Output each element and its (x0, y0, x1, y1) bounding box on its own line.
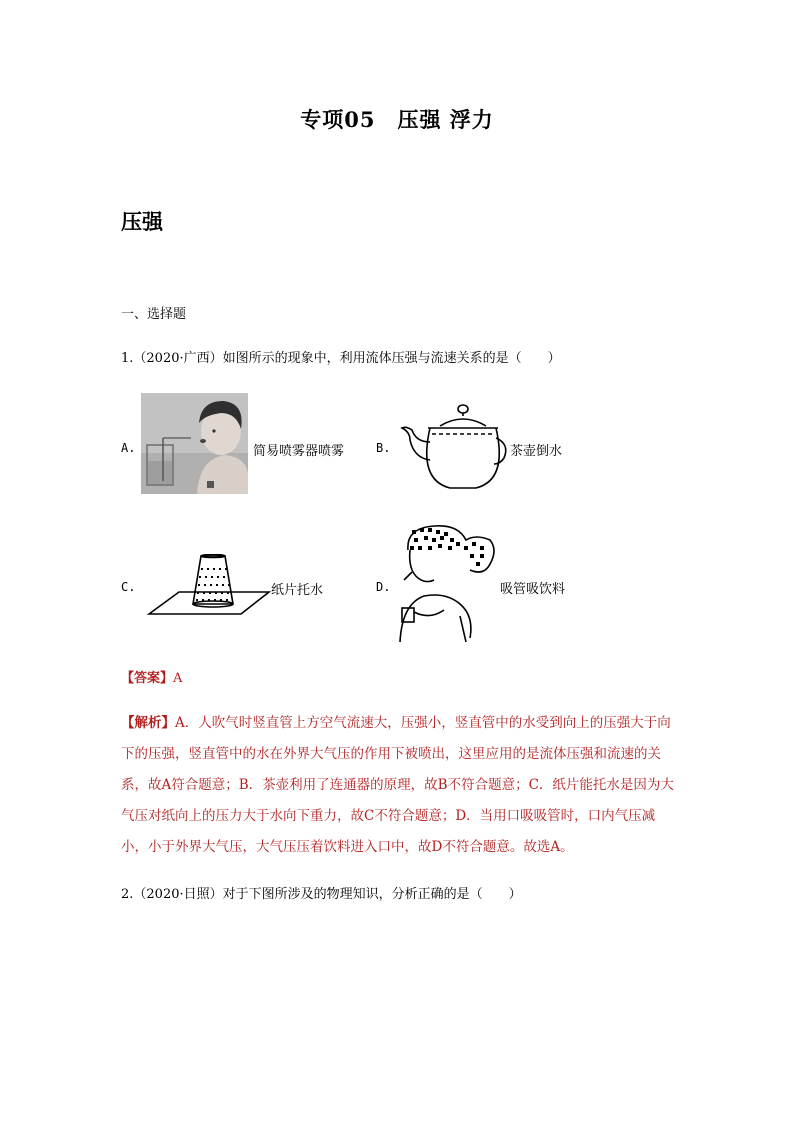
answer-value: A (173, 671, 183, 686)
question-2-stem: 2.（2020·日照）对于下图所涉及的物理知识，分析正确的是（ ） (121, 887, 522, 902)
sprayer-photo (141, 393, 248, 494)
option-c-caption: 纸片托水 (271, 583, 324, 598)
page-title: 专项05 压强 浮力 (300, 107, 494, 132)
answer-label: 【答案】 (121, 671, 174, 686)
option-b-letter: B. (376, 441, 391, 455)
paper-water-figure (145, 554, 273, 620)
analysis-label: 【解析】 (121, 715, 175, 731)
question-1-stem: 1.（2020·广西）如图所示的现象中，利用流体压强与流速关系的是（ ） (121, 351, 561, 366)
option-d-caption: 吸管吸饮料 (500, 582, 566, 597)
answer-line (121, 667, 182, 686)
section-title: 压强 (121, 209, 163, 234)
option-a-caption: 简易喷雾器喷雾 (253, 444, 345, 459)
option-a-letter: A. (121, 441, 136, 455)
subsection-heading: 一、选择题 (121, 307, 187, 322)
analysis-paragraph (121, 708, 681, 863)
straw-drink-figure (398, 520, 498, 644)
option-b-caption: 茶壶倒水 (510, 444, 563, 459)
option-d-letter: D. (376, 580, 391, 594)
option-c-letter: C. (121, 580, 136, 594)
analysis-text: A．人吹气时竖直管上方空气流速大，压强小，竖直管中的水受到向上的压强大于向下的压强，竖直管中的水在外界大气压的作用下被喷出，这里应用的是流体压强和流速的关系，故A符合题意；B．茶壶利用了连通器的原理，故B不符合题意；C．纸片能托水是因为大气压对纸向上的压力大于水向下重力，故C不符合题意；D．当用口吸吸管时，口内气压减小，小于外界大气压，大气压压着饮料进入口中，故D不符合题意。故选A。 (121, 715, 674, 855)
teapot-figure (400, 402, 510, 494)
